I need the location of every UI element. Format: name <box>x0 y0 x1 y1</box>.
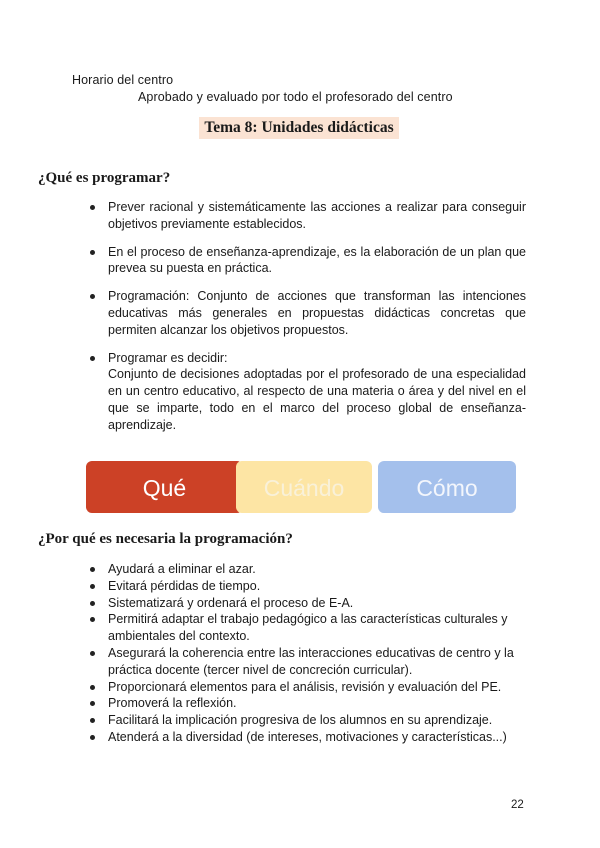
card-cuando: Cuándo <box>236 461 372 513</box>
list-item-text: Programar es decidir: <box>108 350 228 365</box>
bullet-icon <box>90 250 95 255</box>
card-que: Qué <box>86 461 243 513</box>
list-item-text: Permitirá adaptar el trabajo pedagógico a las características culturales y ambientales del contexto. <box>108 612 508 644</box>
bullet-icon <box>90 651 95 656</box>
list-item-text: Promoverá la reflexión. <box>108 696 237 711</box>
list-item-text: En el proceso de enseñanza-aprendizaje, es la elaboración de un plan que prevea su puesta en práctica. <box>108 244 526 276</box>
list-item <box>88 578 520 595</box>
list-item <box>88 595 520 612</box>
list-item-text: Conjunto de decisiones adoptadas por el profesorado de una especialidad en un centro educativo, al respecto de una materia o área y del nivel en el que se imparte, todo en el marco del proceso global de enseñanza-aprendizaje. <box>108 367 526 432</box>
bullet-icon <box>90 685 95 690</box>
list-item <box>88 645 520 679</box>
bullet-icon <box>90 735 95 740</box>
list-item <box>88 350 526 434</box>
list-item-text: Programación: Conjunto de acciones que transforman las intenciones educativas más generales en propuestas didácticas concretas que permiten alcanzar los objetivos propuestos. <box>108 289 526 337</box>
list-item-text: Proporcionará elementos para el análisis, revisión y evaluación del PE. <box>108 679 502 694</box>
section-heading-programar: ¿Qué es programar? <box>38 170 171 186</box>
necesaria-list <box>88 561 520 746</box>
list-item-text: Sistematizará y ordenará el proceso de E-A. <box>108 595 354 610</box>
list-item-text: Facilitará la implicación progresiva de los alumnos en su aprendizaje. <box>108 713 493 728</box>
bullet-icon <box>90 584 95 589</box>
page-number: 22 <box>511 799 524 811</box>
list-item <box>88 288 526 338</box>
bullet-icon <box>90 601 95 606</box>
list-item-text: Evitará pérdidas de tiempo. <box>108 578 261 593</box>
topic-title: Tema 8: Unidades didácticas <box>199 117 399 139</box>
list-item <box>88 199 526 233</box>
bullet-icon <box>90 567 95 572</box>
programar-list <box>88 199 526 434</box>
card-como: Cómo <box>378 461 516 513</box>
list-item-text: Atenderá a la diversidad (de intereses, motivaciones y características...) <box>108 729 507 744</box>
bullet-icon <box>90 701 95 706</box>
bullet-icon <box>90 718 95 723</box>
bullet-icon <box>90 356 95 361</box>
list-item <box>88 679 520 696</box>
list-item <box>88 611 520 645</box>
list-item-text: Prever racional y sistemáticamente las acciones a realizar para conseguir objetivos previamente establecidos. <box>108 200 526 231</box>
bullet-icon <box>90 617 95 622</box>
bullet-icon <box>90 294 95 299</box>
list-item-text: Ayudará a eliminar el azar. <box>108 562 256 576</box>
list-item <box>88 695 520 712</box>
header-line-2: Aprobado y evaluado por todo el profesorado del centro <box>138 90 453 104</box>
header-line-1: Horario del centro <box>72 73 174 87</box>
bullet-icon <box>90 205 95 210</box>
section-heading-necesaria: ¿Por qué es necesaria la programación? <box>38 531 293 547</box>
list-item <box>88 561 520 578</box>
list-item <box>88 712 520 729</box>
list-item-text: Asegurará la coherencia entre las interacciones educativas de centro y la práctica docente (tercer nivel de concreción curricular). <box>108 645 514 677</box>
list-item <box>88 729 520 746</box>
list-item <box>88 244 526 278</box>
